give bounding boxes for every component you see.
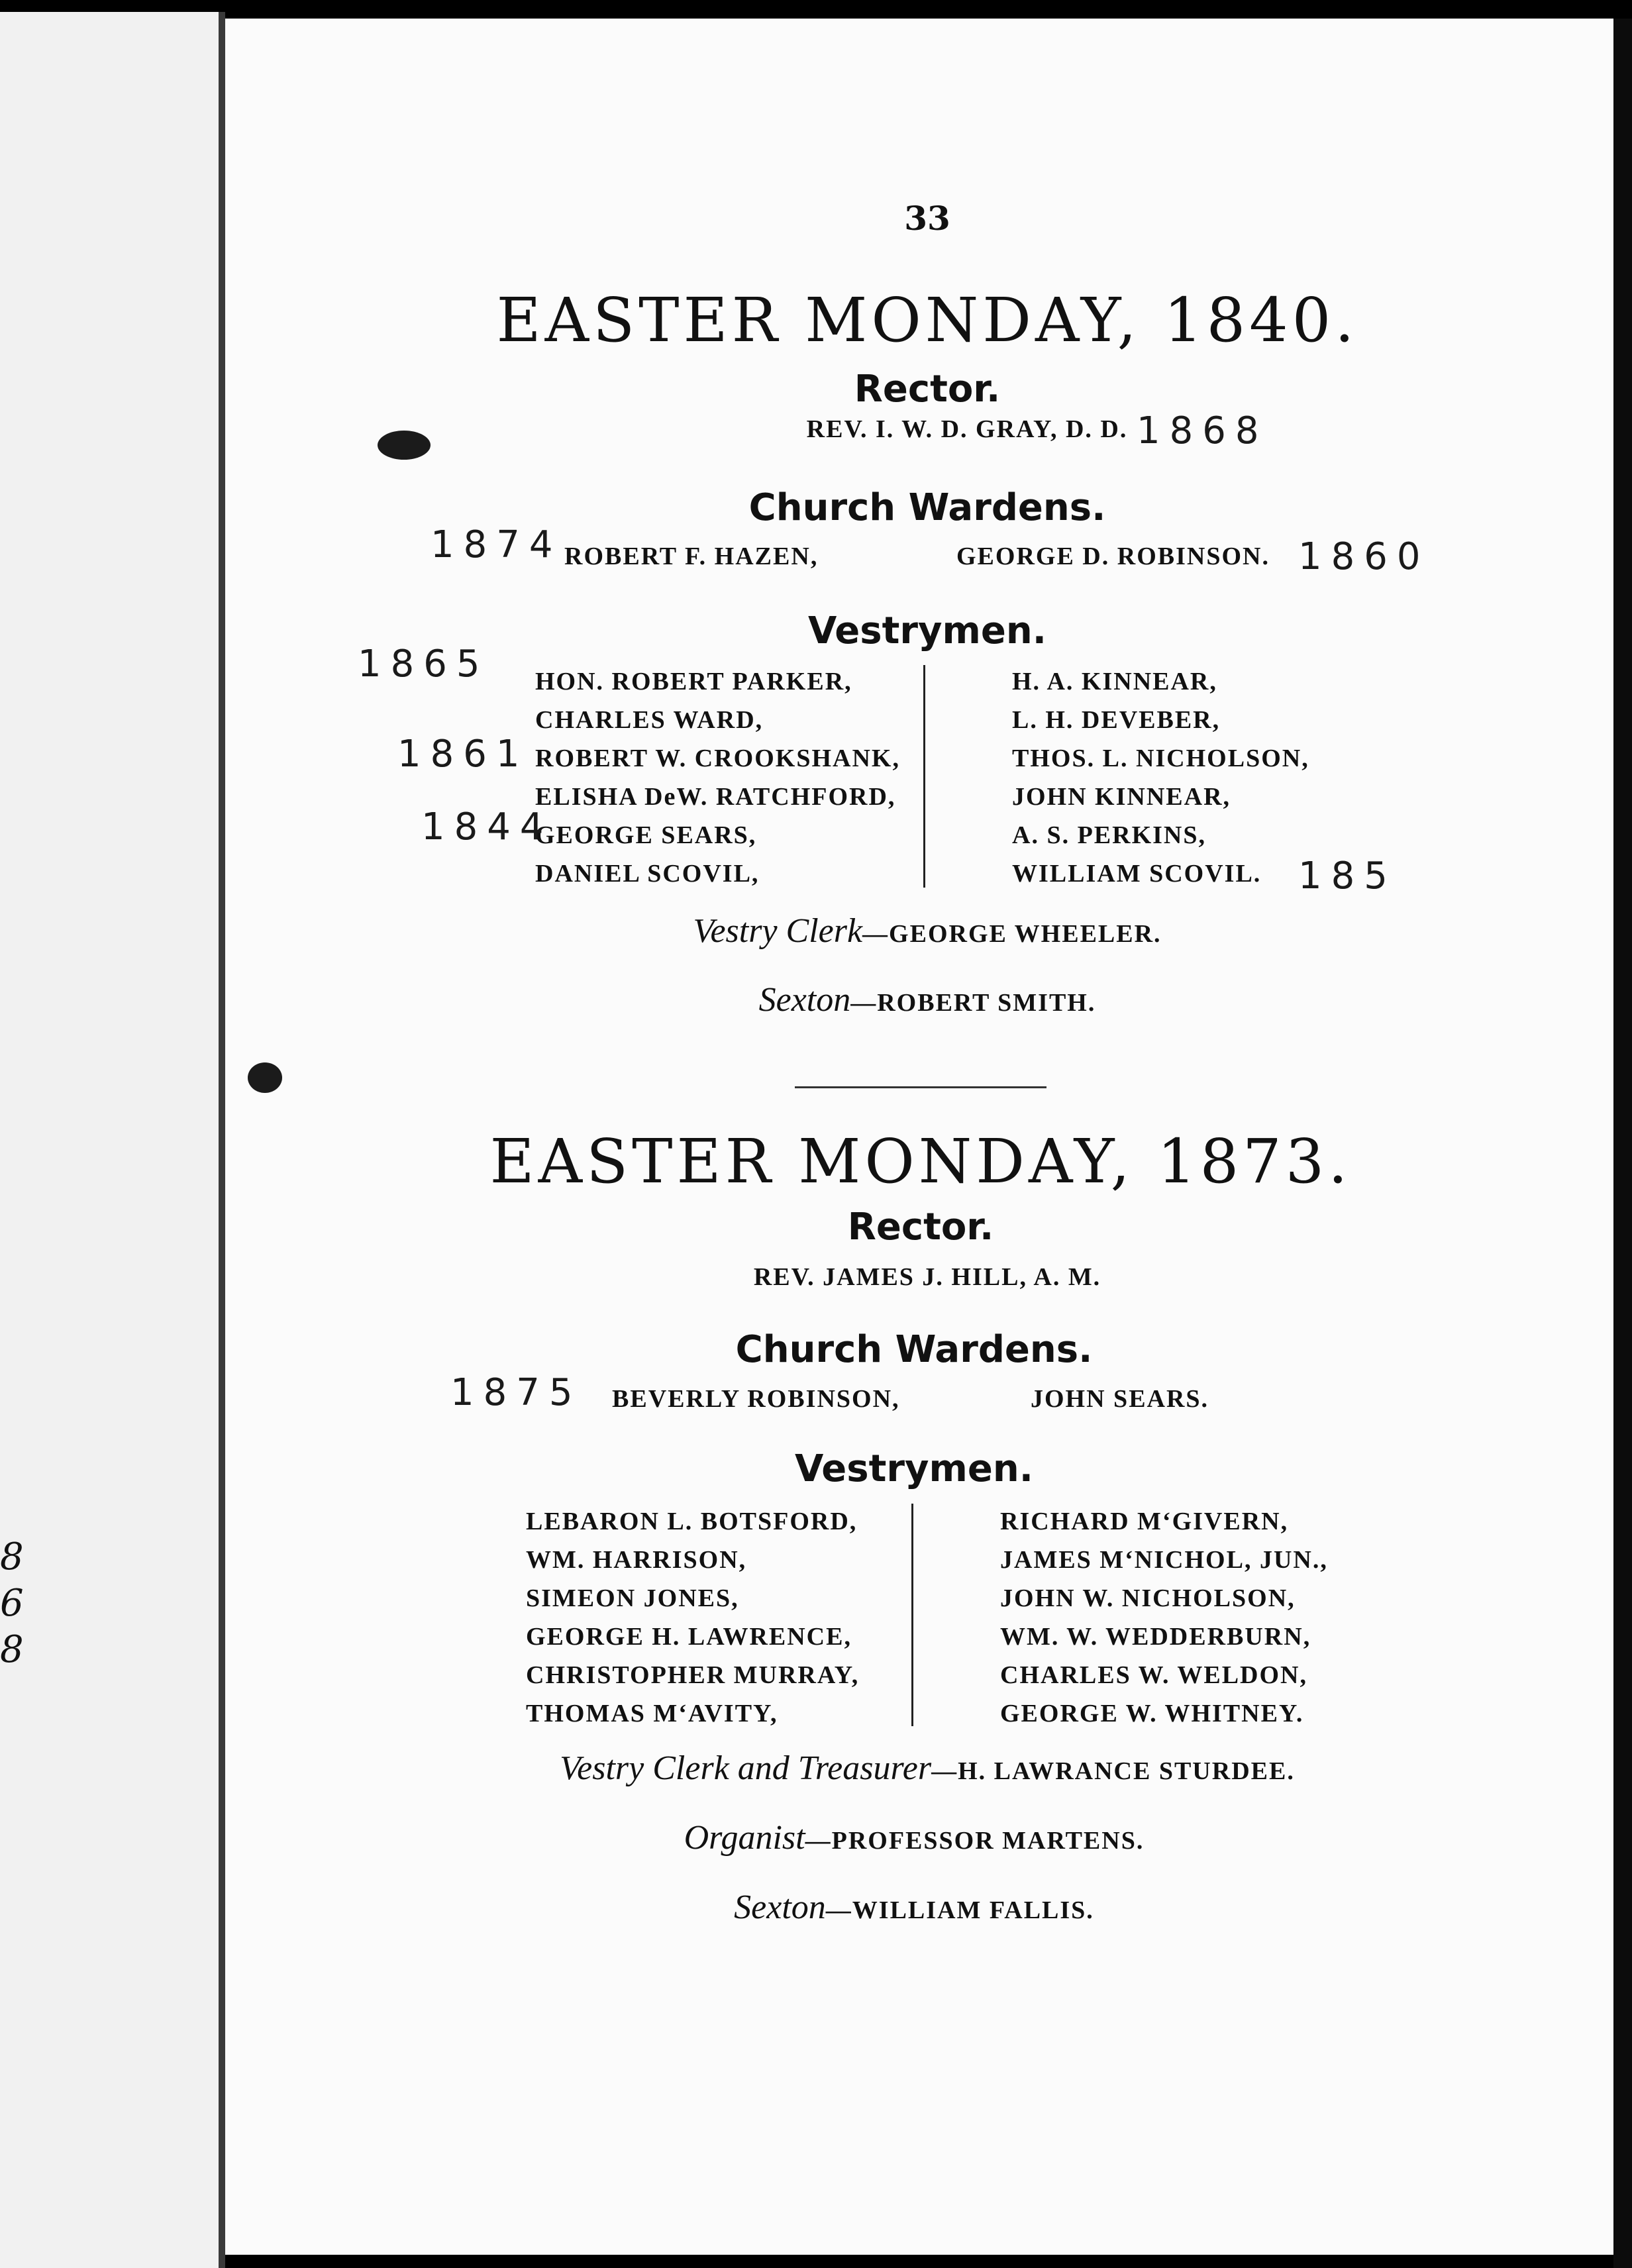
rector-name: REV. I. W. D. GRAY, D. D. [806, 415, 1128, 443]
office-role: Sexton [734, 1888, 826, 1926]
vestryman: GEORGE W. WHITNEY. [1000, 1700, 1304, 1727]
column-divider [911, 1504, 913, 1726]
handwritten-year: 1860 [1298, 535, 1430, 578]
vestryman: LEBARON L. BOTSFORD, [526, 1508, 858, 1535]
vestryman: H. A. KINNEAR, [1012, 668, 1217, 696]
handwritten-year: 1844 [421, 805, 553, 849]
book-gutter [219, 12, 225, 2268]
office-role: Sexton [758, 981, 851, 1019]
left-page-mark: 8 [0, 1628, 24, 1671]
office-holder: —ROBERT SMITH. [850, 989, 1096, 1017]
office-role: Vestry Clerk and Treasurer [560, 1749, 932, 1787]
office-sexton-1840 [623, 980, 1232, 1019]
office-organist-1873 [583, 1818, 1245, 1857]
handwritten-year: 1868 [1137, 409, 1268, 452]
vestryman: WM. W. WEDDERBURN, [1000, 1623, 1311, 1651]
office-role: Organist [684, 1819, 805, 1857]
column-divider [923, 665, 925, 888]
office-vestry-clerk-treasurer-1873 [464, 1749, 1391, 1788]
vestryman: JAMES M‘NICHOL, JUN., [1000, 1546, 1328, 1574]
vestryman: A. S. PERKINS, [1012, 821, 1206, 849]
vestryman: WM. HARRISON, [526, 1546, 747, 1574]
section-title-1873: EASTER MONDAY, 1873. [489, 1126, 1352, 1197]
vestryman: JOHN KINNEAR, [1012, 783, 1231, 811]
handwritten-year: 1861 [397, 733, 529, 776]
rector-heading: Rector. [847, 1206, 994, 1249]
ink-blot [378, 431, 431, 460]
vestrymen-left-list [526, 1502, 859, 1733]
handwritten-year: 1875 [450, 1371, 582, 1414]
section-divider [795, 1086, 1046, 1088]
ink-blot [248, 1062, 282, 1093]
vestryman: JOHN W. NICHOLSON, [1000, 1584, 1296, 1612]
vestryman: SIMEON JONES, [526, 1584, 739, 1612]
warden-right: GEORGE D. ROBINSON. [956, 542, 1270, 570]
office-sexton-1873 [609, 1888, 1219, 1927]
warden-left: BEVERLY ROBINSON, [612, 1385, 900, 1413]
vestryman: ROBERT W. CROOKSHANK, [535, 745, 900, 772]
vestryman: GEORGE SEARS, [535, 821, 757, 849]
vestrymen-heading: Vestrymen. [808, 609, 1046, 652]
office-holder: —WILLIAM FALLIS. [825, 1896, 1094, 1924]
vestryman: GEORGE H. LAWRENCE, [526, 1623, 852, 1651]
office-holder: —H. LAWRANCE STURDEE. [931, 1757, 1295, 1785]
right-page-edge [1613, 19, 1632, 2268]
handwritten-year: 1874 [431, 523, 562, 566]
vestryman: CHARLES W. WELDON, [1000, 1661, 1307, 1689]
vestrymen-right-list [1000, 1502, 1328, 1733]
vestryman: HON. ROBERT PARKER, [535, 668, 852, 696]
section-title-1840: EASTER MONDAY, 1840. [496, 285, 1358, 356]
left-page-mark: 8 [0, 1535, 24, 1578]
office-role: Vestry Clerk [693, 912, 863, 950]
office-holder: —GEORGE WHEELER. [862, 920, 1162, 948]
handwritten-year: 1865 [358, 643, 489, 686]
rector-name: REV. JAMES J. HILL, A. M. [753, 1263, 1101, 1291]
vestryman: RICHARD M‘GIVERN, [1000, 1508, 1289, 1535]
office-holder: —PROFESSOR MARTENS. [805, 1827, 1145, 1855]
warden-right: JOHN SEARS. [1031, 1385, 1209, 1413]
page-number: 33 [904, 199, 950, 238]
warden-left: ROBERT F. HAZEN, [564, 542, 819, 570]
church-wardens-heading: Church Wardens. [735, 1328, 1093, 1371]
left-page-edge [0, 12, 221, 2268]
vestryman: ELISHA DeW. RATCHFORD, [535, 783, 896, 811]
vestryman: THOS. L. NICHOLSON, [1012, 745, 1309, 772]
handwritten-year: 185 [1298, 854, 1397, 898]
rector-heading: Rector. [854, 368, 1001, 411]
left-page-mark: 6 [0, 1582, 24, 1625]
vestryman: L. H. DEVEBER, [1012, 706, 1221, 734]
office-vestry-clerk-1840 [556, 911, 1298, 951]
vestrymen-heading: Vestrymen. [795, 1447, 1033, 1490]
vestryman: THOMAS M‘AVITY, [526, 1700, 778, 1727]
vestryman: WILLIAM SCOVIL. [1012, 860, 1262, 888]
vestryman: CHRISTOPHER MURRAY, [526, 1661, 860, 1689]
vestrymen-right-list [1012, 662, 1309, 893]
vestryman: DANIEL SCOVIL, [535, 860, 760, 888]
vestryman: CHARLES WARD, [535, 706, 764, 734]
church-wardens-heading: Church Wardens. [748, 486, 1106, 529]
vestrymen-left-list [535, 662, 900, 893]
